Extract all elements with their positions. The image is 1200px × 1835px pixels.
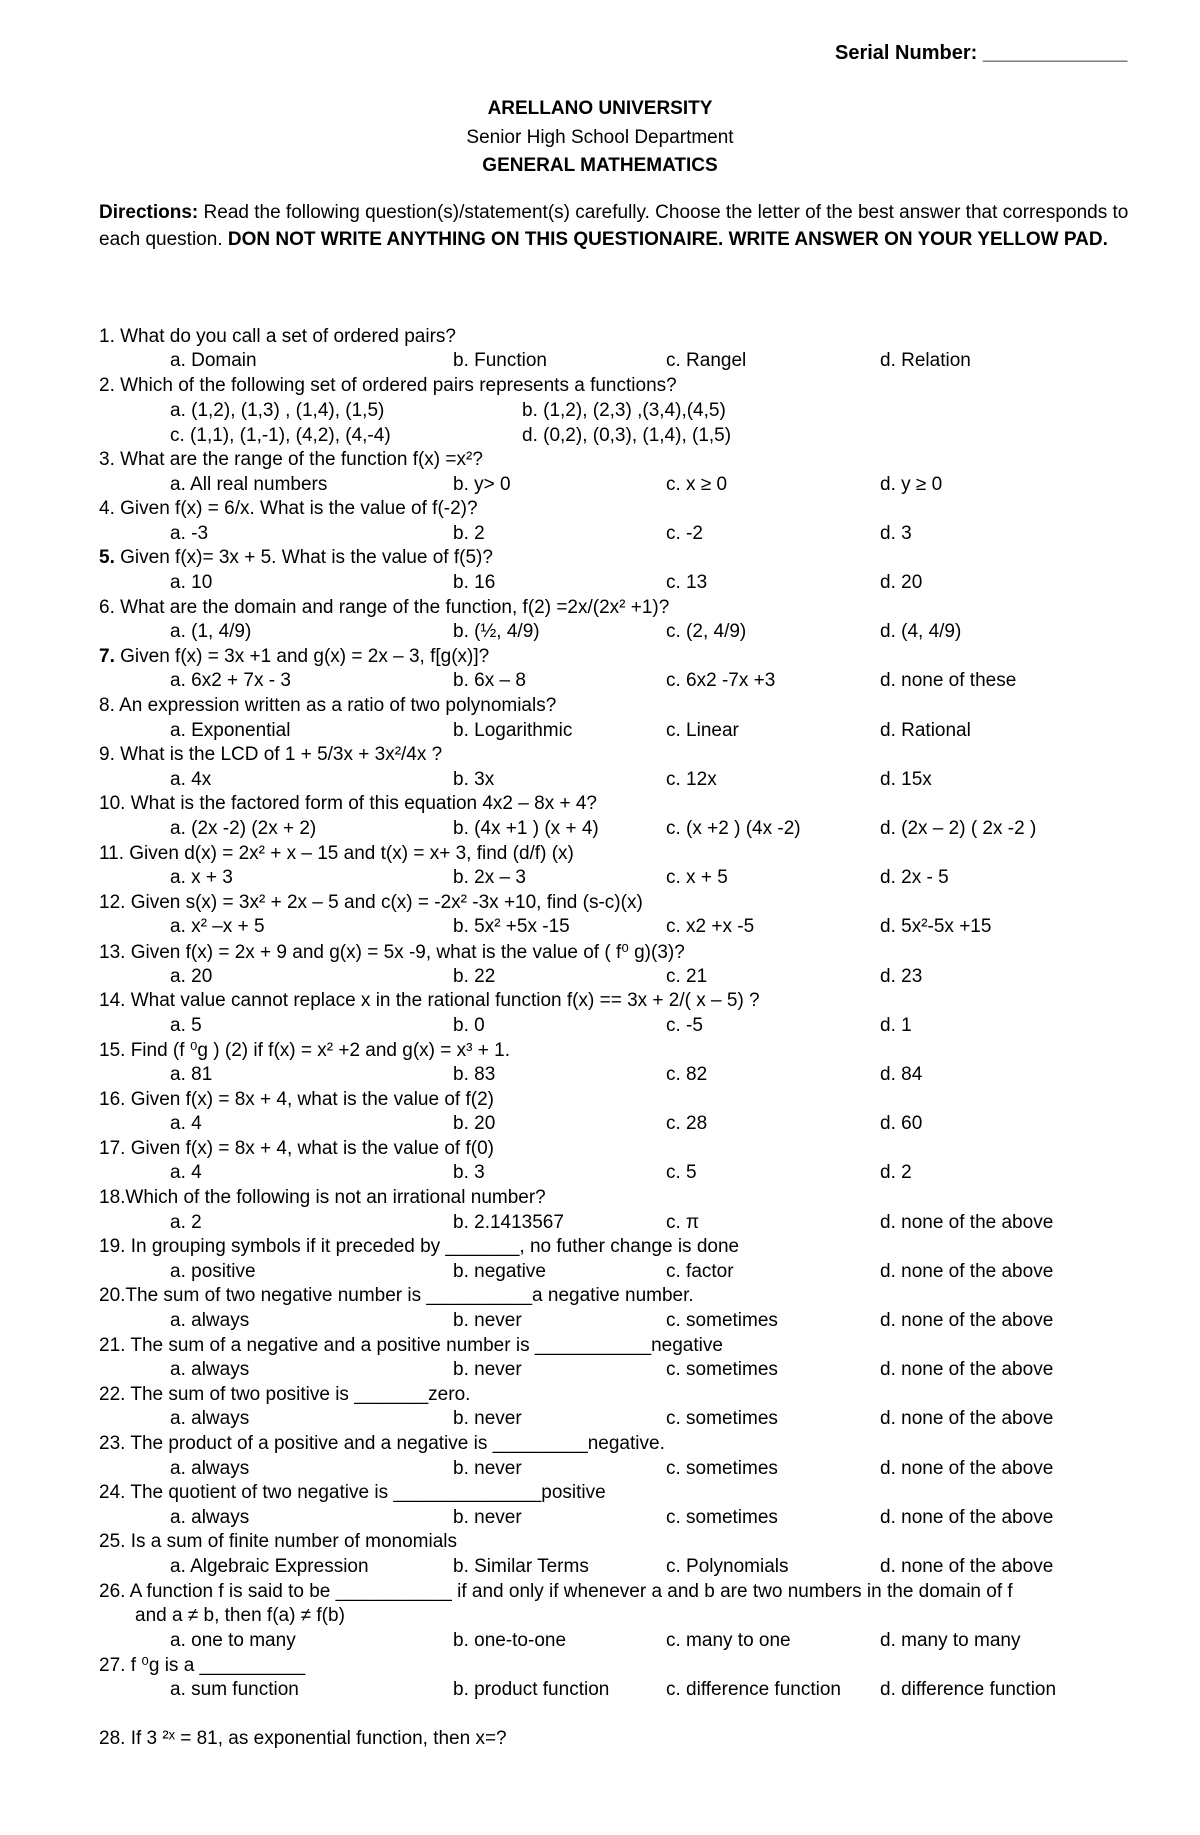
answer-option: b. one-to-one (453, 1630, 567, 1651)
question-text (99, 1654, 305, 1677)
directions (99, 199, 1159, 253)
answer-option: d. (4, 4/9) (880, 621, 962, 642)
answer-option: d. none of the above (880, 1310, 1054, 1331)
answer-option: a. 2 (170, 1212, 202, 1233)
answer-option: c. π (666, 1212, 700, 1233)
answer-option: d. none of the above (880, 1556, 1054, 1577)
answer-option: c. 13 (666, 572, 708, 593)
question-number: 5. (99, 547, 115, 568)
answer-option: a. 6x2 + 7x - 3 (170, 670, 291, 691)
question-text (99, 892, 643, 914)
question-prompt: 22. The sum of two positive is _______zero. (99, 1384, 471, 1405)
answer-option: c. 6x2 -7x +3 (666, 670, 776, 691)
answer-option: b. 2.1413567 (453, 1212, 564, 1233)
question-prompt: 25. Is a sum of finite number of monomials (99, 1531, 457, 1552)
answer-option: b. Similar Terms (453, 1556, 589, 1577)
answer-option: d. none of the above (880, 1458, 1054, 1479)
question-prompt: Given f(x) = 3x +1 and g(x) = 2x – 3, f[g(x)]? (114, 646, 490, 667)
answer-option: b. 2 (453, 523, 485, 544)
question-prompt: 13. Given f(x) = 2x + 9 and g(x) = 5x -9, what is the value of ( f⁰ g)(3)? (99, 942, 685, 963)
answer-option: b. 22 (453, 966, 496, 987)
university-name: ARELLANO UNIVERSITY (487, 98, 713, 119)
answer-option: a. 81 (170, 1064, 213, 1085)
answer-option: d. none of the above (880, 1212, 1054, 1233)
question-prompt: 2. Which of the following set of ordered pairs represents a functions? (99, 375, 677, 396)
serial-number: Serial Number: _____________ (835, 42, 1128, 64)
answer-option: a. always (170, 1408, 250, 1429)
answer-option: d. none of the above (880, 1507, 1054, 1528)
question-text (99, 793, 597, 815)
answer-option: c. 28 (666, 1113, 708, 1134)
directions-label: Directions: (99, 202, 199, 223)
question-text (99, 597, 669, 619)
answer-option: c. x ≥ 0 (666, 474, 728, 495)
question-prompt: 24. The quotient of two negative is ______________positive (99, 1482, 606, 1503)
question-text (99, 1531, 457, 1553)
answer-option: a. Algebraic Expression (170, 1556, 369, 1577)
question-text (99, 449, 483, 471)
question-prompt: 9. What is the LCD of 1 + 5/3x + 3x²/4x ? (99, 744, 443, 765)
answer-option: b. 3 (453, 1162, 485, 1183)
answer-option: a. Domain (170, 350, 257, 371)
answer-option: b. Logarithmic (453, 720, 573, 741)
answer-option: b. never (453, 1408, 522, 1429)
answer-option: a. x² –x + 5 (170, 916, 265, 937)
answer-option: a. x + 3 (170, 867, 233, 888)
question-text (99, 547, 493, 569)
question-text (99, 326, 456, 348)
question-prompt: 3. What are the range of the function f(x) =x²? (99, 449, 483, 470)
answer-option: b. 6x – 8 (453, 670, 526, 691)
answer-option: b. never (453, 1458, 522, 1479)
answer-option: d. Rational (880, 720, 971, 741)
question-text (99, 941, 685, 964)
answer-option: a. 4 (170, 1113, 202, 1134)
answer-option: c. 5 (666, 1162, 697, 1183)
answer-option: c. sometimes (666, 1310, 778, 1331)
answer-option: a. always (170, 1310, 250, 1331)
answer-option: b. 2x – 3 (453, 867, 526, 888)
answer-option: d. difference function (880, 1679, 1057, 1700)
answer-option: d. 84 (880, 1064, 923, 1085)
question-prompt: 15. Find (f ⁰g ) (2) if f(x) = x² +2 and g(x) = x³ + 1. (99, 1040, 510, 1061)
question-prompt: 20.The sum of two negative number is __________a negative number. (99, 1285, 694, 1306)
question-text (99, 1138, 494, 1160)
answer-option: a. (1, 4/9) (170, 621, 252, 642)
answer-option: c. 21 (666, 966, 708, 987)
answer-option: d. (0,2), (0,3), (1,4), (1,5) (522, 425, 732, 446)
answer-option: c. (x +2 ) (4x -2) (666, 818, 801, 839)
question-prompt: 11. Given d(x) = 2x² + x – 15 and t(x) = x+ 3, find (d/f) (x) (99, 843, 574, 864)
answer-option: c. sometimes (666, 1408, 778, 1429)
answer-option: c. x + 5 (666, 867, 728, 888)
question-text (99, 1187, 546, 1209)
answer-option: b. never (453, 1507, 522, 1528)
question-number: 7. (99, 646, 115, 667)
answer-option: d. Relation (880, 350, 971, 371)
question-prompt: 28. If 3 ²ˣ = 81, as exponential function, then x=? (99, 1728, 507, 1749)
answer-option: a. (2x -2) (2x + 2) (170, 818, 317, 839)
answer-option: b. y> 0 (453, 474, 511, 495)
question-text (99, 1236, 739, 1258)
answer-option: b. 20 (453, 1113, 496, 1134)
answer-option: d. (2x – 2) ( 2x -2 ) (880, 818, 1037, 839)
answer-option: a. always (170, 1458, 250, 1479)
question-prompt: 12. Given s(x) = 3x² + 2x – 5 and c(x) = -2x² -3x +10, find (s-c)(x) (99, 892, 643, 913)
answer-option: d. none of these (880, 670, 1017, 691)
answer-option: c. -2 (666, 523, 703, 544)
question-prompt: 4. Given f(x) = 6/x. What is the value of f(-2)? (99, 498, 478, 519)
directions-emphasis: DON NOT WRITE ANYTHING ON THIS QUESTIONAIRE. WRITE ANSWER ON YOUR YELLOW PAD. (227, 229, 1108, 250)
answer-option: a. always (170, 1359, 250, 1380)
question-prompt: 23. The product of a positive and a negative is _________negative. (99, 1433, 665, 1454)
directions-text: Read the following question(s)/statement(s) carefully. Choose the letter of the best answer that corresponds to each question. (99, 202, 1129, 250)
question-text (99, 1728, 507, 1750)
question-prompt: 10. What is the factored form of this equation 4x2 – 8x + 4? (99, 793, 597, 814)
answer-option: a. 10 (170, 572, 213, 593)
answer-option: c. 82 (666, 1064, 708, 1085)
answer-option: d. none of the above (880, 1359, 1054, 1380)
answer-option: a. always (170, 1507, 250, 1528)
answer-option: d. none of the above (880, 1261, 1054, 1282)
answer-option: a. one to many (170, 1630, 296, 1651)
answer-option: c. Rangel (666, 350, 747, 371)
question-prompt: 6. What are the domain and range of the function, f(2) =2x/(2x² +1)? (99, 597, 670, 618)
answer-option: c. (1,1), (1,-1), (4,2), (4,-4) (170, 425, 391, 446)
answer-option: a. 4 (170, 1162, 202, 1183)
question-prompt: 1. What do you call a set of ordered pairs? (99, 326, 456, 347)
answer-option: b. never (453, 1359, 522, 1380)
answer-option: d. 5x²-5x +15 (880, 916, 992, 937)
question-text (99, 375, 677, 397)
question-text (99, 1285, 694, 1307)
question-prompt: 8. An expression written as a ratio of two polynomials? (99, 695, 557, 716)
answer-option: d. y ≥ 0 (880, 474, 943, 495)
question-text (99, 744, 442, 766)
subject-title: GENERAL MATHEMATICS (482, 155, 718, 176)
answer-option: c. Polynomials (666, 1556, 789, 1577)
question-prompt: 19. In grouping symbols if it preceded by _______, no futher change is done (99, 1236, 740, 1257)
question-prompt: 26. A function f is said to be ___________ if and only if whenever a and b are two numbers in the domain of f (99, 1581, 1013, 1602)
answer-option: d. many to many (880, 1630, 1021, 1651)
answer-option: d. 60 (880, 1113, 923, 1134)
answer-option: b. Function (453, 350, 547, 371)
question-text (99, 498, 478, 520)
question-text (99, 1089, 494, 1111)
answer-option: c. sometimes (666, 1359, 778, 1380)
answer-option: c. 12x (666, 769, 717, 790)
question-prompt: Given f(x)= 3x + 5. What is the value of f(5)? (114, 547, 493, 568)
answer-option: b. product function (453, 1679, 610, 1700)
answer-option: b. (½, 4/9) (453, 621, 540, 642)
answer-option: c. difference function (666, 1679, 841, 1700)
answer-option: b. negative (453, 1261, 546, 1282)
question-text (99, 843, 574, 865)
question-text (99, 1433, 665, 1455)
question-text (99, 990, 760, 1012)
answer-option: d. 20 (880, 572, 923, 593)
question-text (99, 695, 556, 717)
answer-option: b. 16 (453, 572, 496, 593)
question-prompt: 16. Given f(x) = 8x + 4, what is the value of f(2) (99, 1089, 494, 1110)
question-prompt: 18.Which of the following is not an irrational number? (99, 1187, 546, 1208)
question-text (99, 1482, 606, 1504)
answer-option: d. 15x (880, 769, 932, 790)
answer-option: d. 2 (880, 1162, 912, 1183)
answer-option: c. x2 +x -5 (666, 916, 755, 937)
answer-option: d. 2x - 5 (880, 867, 949, 888)
answer-option: d. none of the above (880, 1408, 1054, 1429)
answer-option: a. Exponential (170, 720, 291, 741)
question-prompt: 21. The sum of a negative and a positive number is ___________negative (99, 1335, 723, 1356)
question-text (99, 646, 489, 668)
question-text (99, 1384, 470, 1406)
answer-option: a. positive (170, 1261, 256, 1282)
answer-option: c. many to one (666, 1630, 791, 1651)
answer-option: a. (1,2), (1,3) , (1,4), (1,5) (170, 400, 385, 421)
answer-option: d. 1 (880, 1015, 912, 1036)
answer-option: c. factor (666, 1261, 734, 1282)
answer-option: a. 5 (170, 1015, 202, 1036)
question-prompt: 17. Given f(x) = 8x + 4, what is the value of f(0) (99, 1138, 494, 1159)
answer-option: a. 20 (170, 966, 213, 987)
answer-option: c. sometimes (666, 1458, 778, 1479)
question-text (99, 1039, 510, 1062)
answer-option: a. sum function (170, 1679, 299, 1700)
answer-option: c. (2, 4/9) (666, 621, 747, 642)
question-prompt: 27. f ⁰g is a __________ (99, 1655, 306, 1676)
question-text-continued: and a ≠ b, then f(a) ≠ f(b) (135, 1605, 345, 1626)
department-name: Senior High School Department (466, 127, 734, 148)
answer-option: c. sometimes (666, 1507, 778, 1528)
answer-option: a. -3 (170, 523, 209, 544)
answer-option: b. 83 (453, 1064, 496, 1085)
answer-option: b. 0 (453, 1015, 485, 1036)
question-text (99, 1335, 723, 1357)
answer-option: b. (4x +1 ) (x + 4) (453, 818, 599, 839)
answer-option: a. 4x (170, 769, 212, 790)
answer-option: b. 3x (453, 769, 495, 790)
answer-option: d. 3 (880, 523, 912, 544)
answer-option: c. Linear (666, 720, 739, 741)
answer-option: b. (1,2), (2,3) ,(3,4),(4,5) (522, 400, 726, 421)
answer-option: d. 23 (880, 966, 923, 987)
answer-option: b. 5x² +5x -15 (453, 916, 570, 937)
answer-option: c. -5 (666, 1015, 703, 1036)
question-text (99, 1581, 1013, 1603)
question-prompt: 14. What value cannot replace x in the rational function f(x) == 3x + 2/( x – 5) ? (99, 990, 760, 1011)
answer-option: a. All real numbers (170, 474, 328, 495)
answer-option: b. never (453, 1310, 522, 1331)
